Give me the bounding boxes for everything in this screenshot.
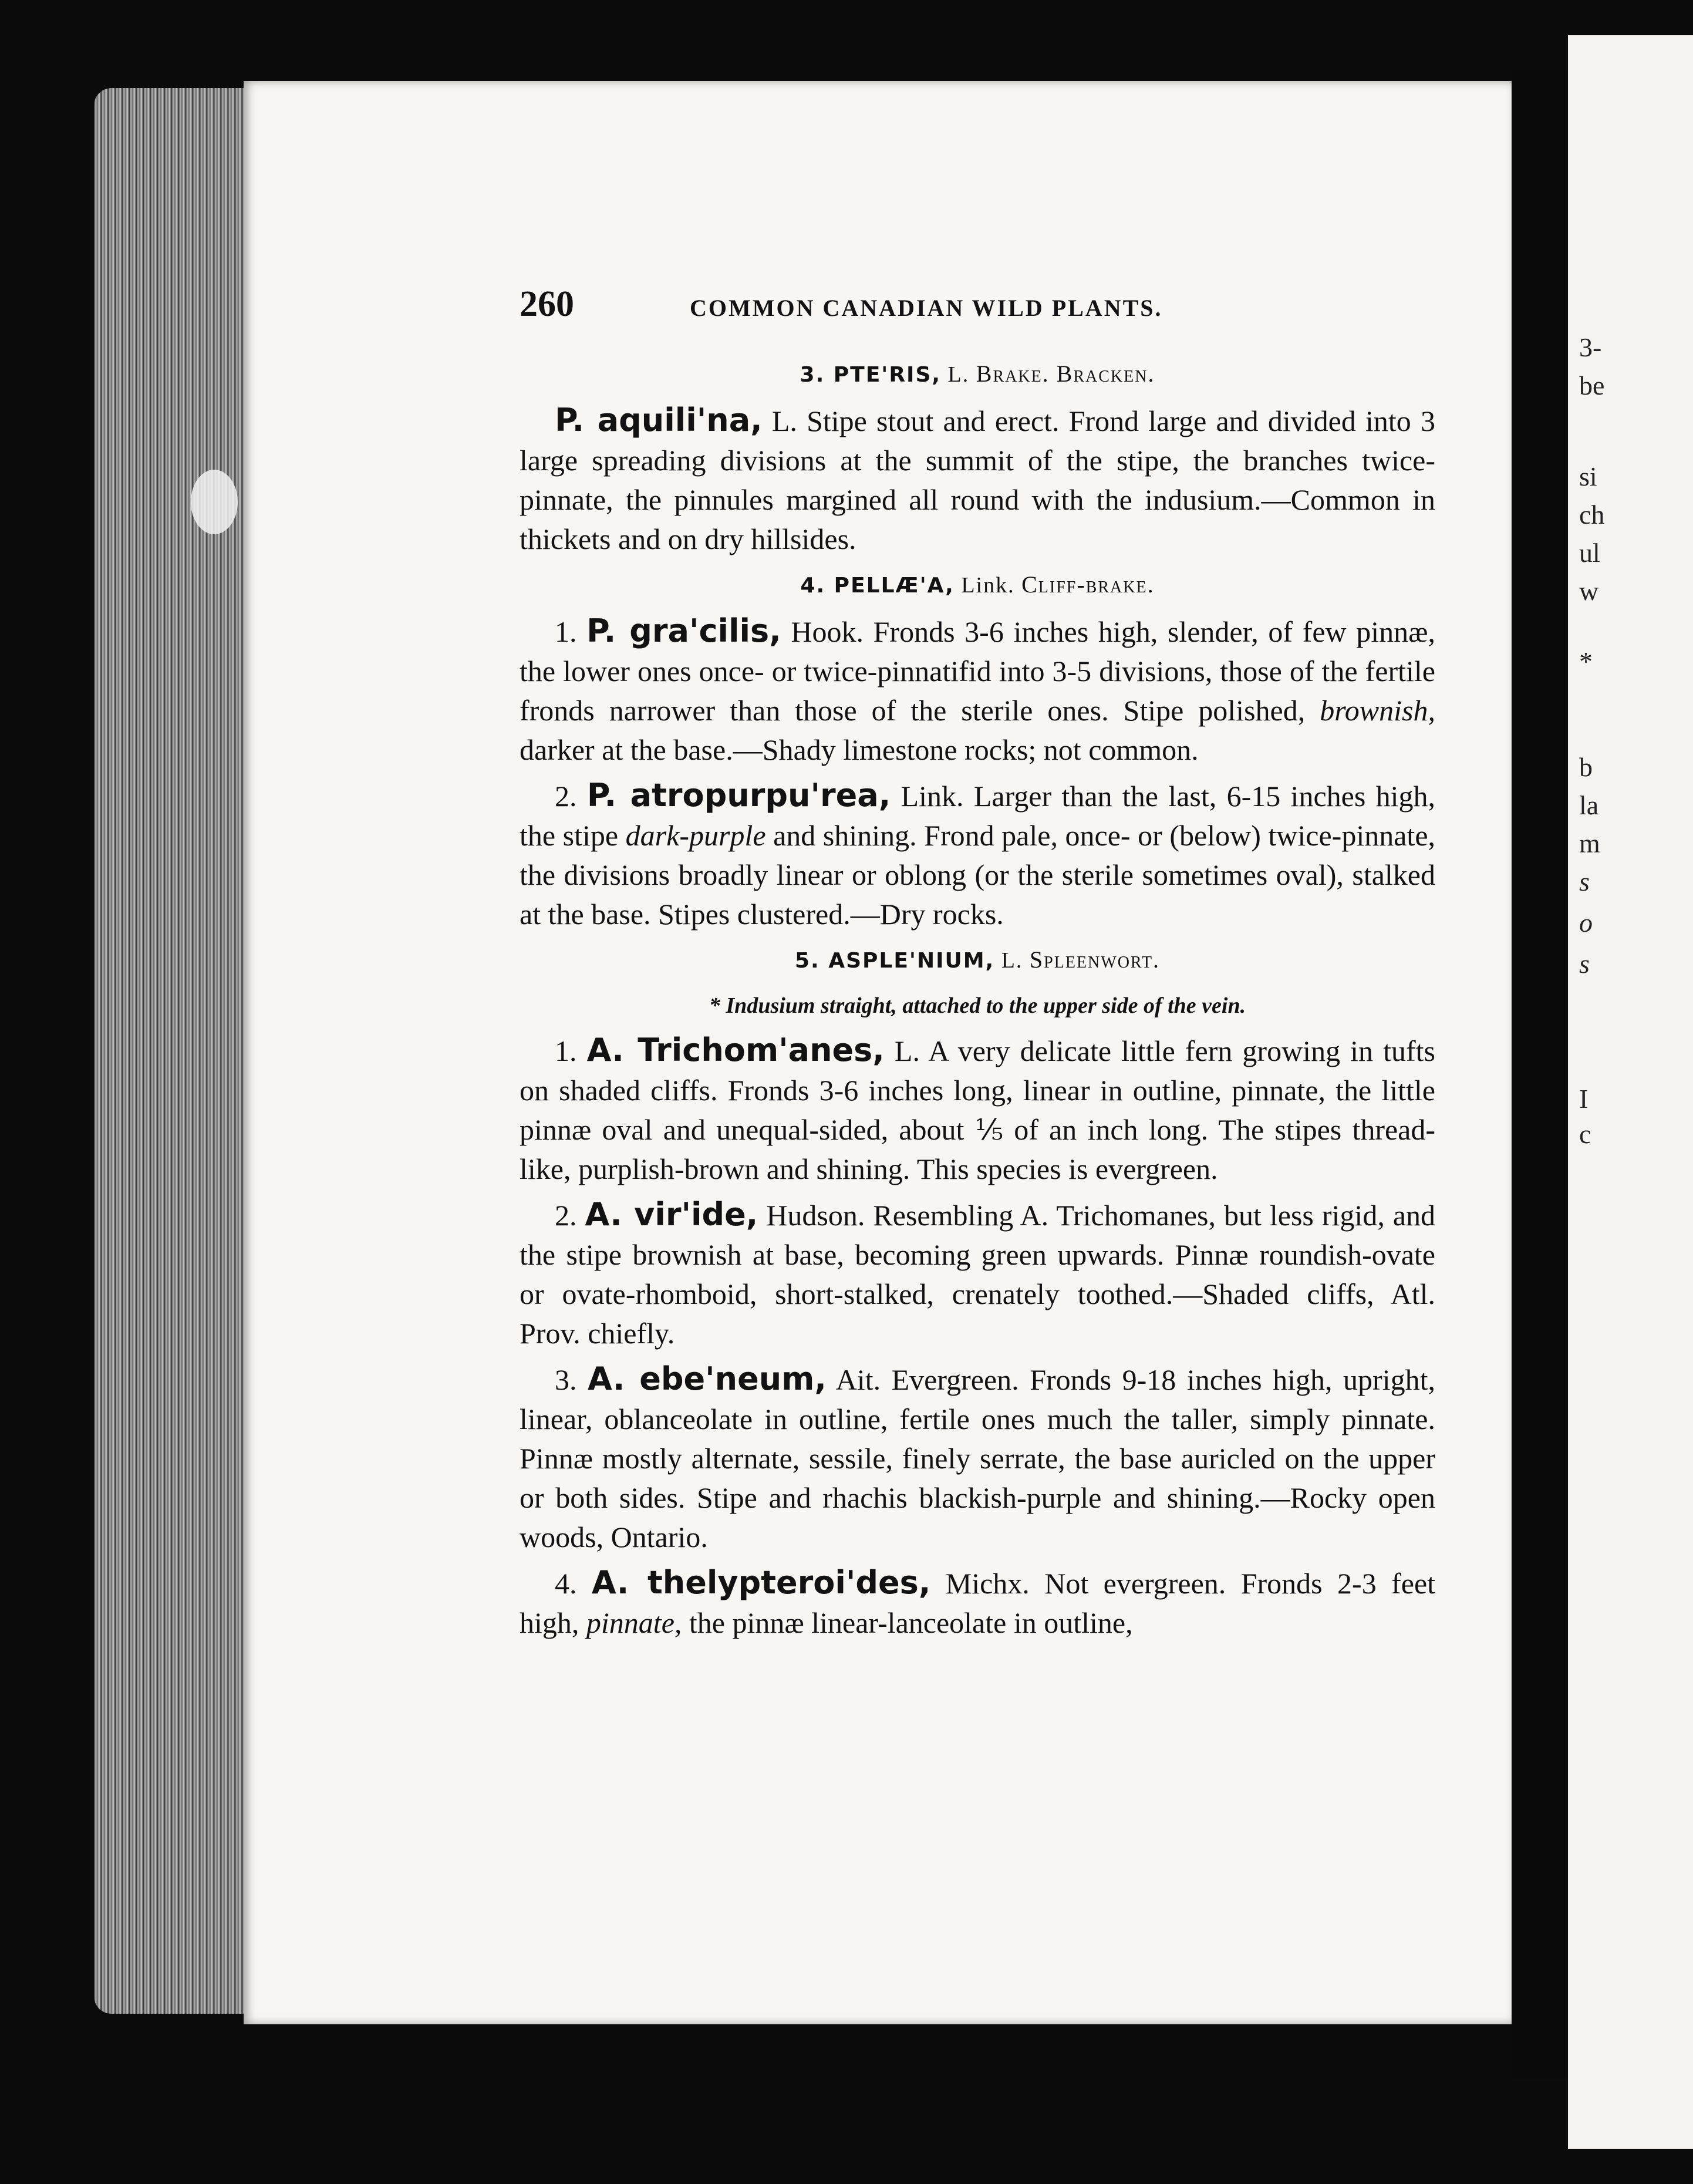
right-page-fragment: c [1579, 1119, 1591, 1149]
right-page-fragment: b [1579, 752, 1593, 782]
species-entry-asplenium-trichomanes: 1. A. Trichom'anes, L. A very delicate little fern growing in tufts on shaded cliffs. Fronds 3-6 inches long, linear in outline, pinnate, the little pinnæ oval and unequal-sided, about ⅕ of an inch long. The stipes thread-like, purplish-brown and shining. This species is evergreen. [520, 1032, 1436, 1185]
species-name: A. vir'ide, [585, 1196, 758, 1233]
page-number: 260 [520, 284, 574, 324]
genus-heading-asplenium: 5. ASPLE'NIUM, L. Spleenwort. [794, 946, 1161, 973]
page-header [520, 285, 1435, 332]
section-subnote: * Indusium straight, attached to the upper side of the vein. [709, 993, 1246, 1018]
species-name: A. ebe'neum, [588, 1360, 827, 1397]
right-page-fragment: I [1579, 1084, 1589, 1114]
right-page-fragment: la [1579, 790, 1599, 820]
right-page-fragment: be [1579, 370, 1605, 400]
right-page-fragment: * [1579, 646, 1593, 676]
page-content [520, 285, 1435, 1649]
species-entry-pellaea-atropurpurea: 2. P. atropurpu'rea, Link. Larger than the last, 6-15 inches high, the stipe dark-purple and shining. Frond pale, once- or (below) twice-pinnate, the divisions broadly linear or oblong (or the sterile sometimes oval), stalked at the base. Stipes clustered.—Dry rocks. [520, 777, 1436, 931]
species-name: A. thelypteroi'des, [591, 1564, 931, 1601]
species-name: P. aquili'na, [555, 402, 763, 439]
species-name: A. Trichom'anes, [586, 1032, 885, 1069]
paper-smudge [191, 470, 238, 534]
right-page-fragment: s [1579, 949, 1590, 979]
right-page-fragment: ch [1579, 500, 1605, 530]
running-head: COMMON CANADIAN WILD PLANTS. [690, 295, 1163, 321]
right-page-fragment: ul [1579, 538, 1600, 568]
species-entry-asplenium-viride: 2. A. vir'ide, Hudson. Resembling A. Trichomanes, but less rigid, and the stipe brownish at base, becoming green upwards. Pinnæ roundish-ovate or ovate-rhomboid, short-stalked, crenately toothed.—Shaded cliffs, Atl. Prov. chiefly. [520, 1196, 1436, 1350]
species-name: P. gra'cilis, [586, 612, 781, 649]
right-page-fragment: m [1579, 828, 1600, 858]
right-page-fragment: 3- [1579, 332, 1602, 362]
right-page-fragment: w [1579, 576, 1599, 606]
species-entry-pteris-aquilina: P. aquili'na, L. Stipe stout and erect. Frond large and divided into 3 large spreading divisions at the summit of the stipe, the branches twice-pinnate, the pinnules margined all round with the indusium.—Common in thickets and on dry hillsides. [520, 402, 1435, 555]
species-entry-pellaea-gracilis: 1. P. gra'cilis, Hook. Fronds 3-6 inches high, slender, of few pinnæ, the lower ones once- or twice-pinnatifid into 3-5 divisions, those of the fertile fronds narrower than those of the sterile ones. Stipe polished, brownish, darker at the base.—Shady limestone rocks; not common. [520, 612, 1436, 766]
species-name: P. atropurpu'rea, [586, 777, 891, 814]
species-entry-asplenium-ebeneum: 3. A. ebe'neum, Ait. Evergreen. Fronds 9-18 inches high, upright, linear, oblanceolate in outline, fertile ones much the taller, simply pinnate. Pinnæ mostly alternate, sessile, finely serrate, the base auricled on the upper or both sides. Stipe and rhachis blackish-purple and shining.—Rocky open woods, Ontario. [520, 1360, 1435, 1553]
book-page-edges [94, 88, 252, 2014]
genus-heading-pteris: 3. PTE'RIS, L. Brake. Bracken. [800, 360, 1155, 387]
book-gutter [1512, 70, 1568, 2078]
right-page-fragment: o [1579, 908, 1593, 938]
right-page-fragment: s [1579, 867, 1590, 896]
right-page-fragment: si [1579, 461, 1597, 491]
species-entry-asplenium-thelypteroides: 4. A. thelypteroi'des, Michx. Not evergreen. Fronds 2-3 feet high, pinnate, the pinnæ linear-lanceolate in outline, [520, 1564, 1436, 1639]
genus-heading-pellaea: 4. PELLÆ'A, Link. Cliff-brake. [800, 571, 1155, 598]
